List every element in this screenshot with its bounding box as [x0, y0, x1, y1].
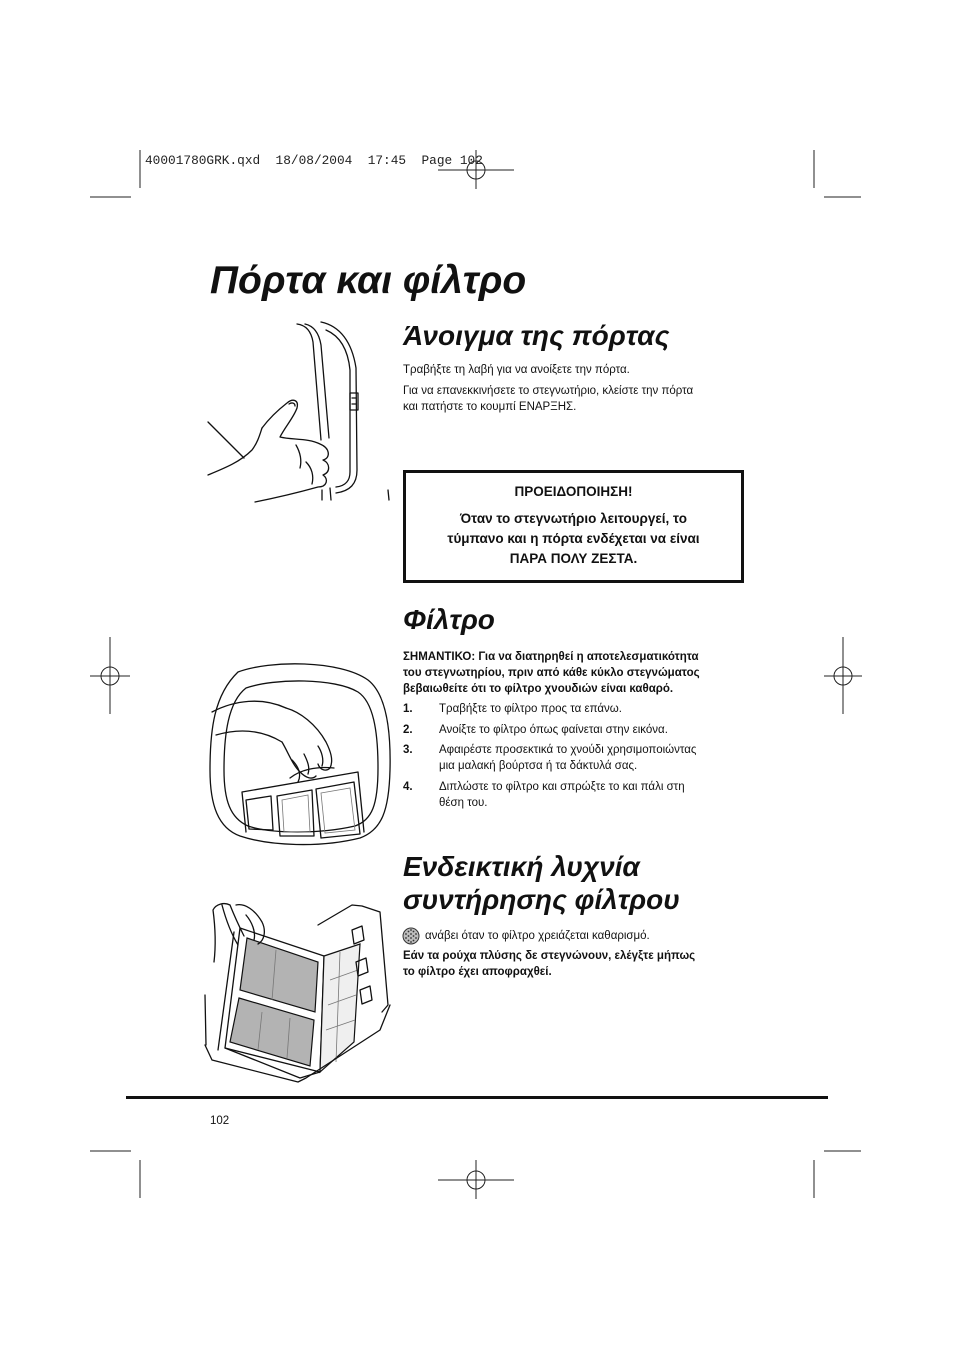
- icon-dot: [408, 935, 410, 937]
- warning-text: [406, 509, 741, 569]
- step-line: μια μαλακή βούρτσα ή τα δάκτυλά σας.: [439, 760, 638, 772]
- forearm-outline: [208, 428, 262, 475]
- warning-line: τύμπανο και η πόρτα ενδέχεται να είναι: [447, 531, 700, 546]
- indicator-note-line: το φίλτρο έχει αποφραχθεί.: [403, 966, 552, 978]
- registration-mark-bottom: [438, 1160, 514, 1199]
- filter-panel: [246, 796, 273, 830]
- filter-open-illustration: [200, 880, 395, 1085]
- icon-dot: [405, 933, 407, 935]
- door-restart-line: και πατήστε το κουμπί ΕΝΑΡΞΗΣ.: [403, 401, 577, 413]
- crop-mark-bottom-right: [814, 1151, 861, 1198]
- icon-dot: [410, 933, 412, 935]
- indicator-heading: [403, 850, 680, 916]
- edge-tick: [388, 490, 389, 500]
- crop-mark-top-left: [90, 150, 140, 197]
- warning-box: [403, 470, 744, 583]
- print-slug: 40001780GRK.qxd 18/08/2004 17:45 Page 102: [145, 153, 483, 168]
- sleeve-line: [208, 422, 244, 458]
- page-title: Πόρτα και φίλτρο: [210, 259, 527, 302]
- step-text: [439, 779, 685, 811]
- filter-removal-illustration: [200, 640, 395, 850]
- step-line: θέση του.: [439, 797, 488, 809]
- step-number: 2.: [403, 724, 413, 736]
- indicator-text: ανάβει όταν το φίλτρο χρειάζεται καθαρισμό.: [425, 930, 650, 942]
- door-latch-detail: [352, 398, 356, 404]
- important-line: ΣΗΜΑΝΤΙΚΟ: Για να διατηρηθεί η αποτελεσματικότητα: [403, 651, 699, 663]
- warning-line: ΠΑΡΑ ΠΟΛΥ ΖΕΣΤΑ.: [509, 551, 638, 566]
- icon-dot: [413, 931, 415, 933]
- step-text: [439, 701, 622, 717]
- page-number: 102: [210, 1115, 230, 1127]
- door-edge-outer: [297, 324, 321, 440]
- right-hand: [236, 905, 264, 944]
- step-line: Τραβήξτε το φίλτρο προς τα επάνω.: [439, 703, 622, 715]
- icon-dot: [413, 935, 415, 937]
- dryer-side-inner: [326, 330, 350, 487]
- step-number: 1.: [403, 703, 413, 715]
- filter-step: [403, 779, 803, 813]
- finger-crease: [296, 445, 313, 484]
- door-heading: Άνοιγμα της πόρτας: [403, 320, 670, 351]
- door-instruction: Τραβήξτε τη λαβή για να ανοίξετε την πόρτα.: [403, 364, 630, 376]
- icon-dot: [408, 931, 410, 933]
- indicator-heading-line: Ενδεικτική λυχνία: [403, 851, 640, 882]
- door-restart-text: [403, 383, 693, 415]
- icon-dot: [410, 937, 412, 939]
- step-line: Αφαιρέστε προσεκτικά το χνούδι χρησιμοποιώντας: [439, 744, 697, 756]
- filter-panel-inner: [321, 788, 355, 833]
- door-restart-line: Για να επανεκκινήσετε το στεγνωτήριο, κλείστε την πόρτα: [403, 385, 694, 397]
- important-line: του στεγνωτηρίου, πριν από κάθε κύκλο στεγνώματος: [403, 667, 700, 679]
- icon-dot: [410, 941, 412, 943]
- filter-mesh-right: [320, 944, 360, 1072]
- door-opening-illustration: [200, 318, 395, 508]
- filter-heading: Φίλτρο: [403, 604, 495, 635]
- warning-line: Όταν το στεγνωτήριο λειτουργεί, το: [460, 511, 687, 526]
- step-number: 3.: [403, 744, 413, 756]
- indicator-note: [403, 948, 695, 980]
- filter-important-note: [403, 649, 700, 697]
- icon-dot: [413, 940, 415, 942]
- registration-mark-left: [90, 637, 130, 714]
- icon-dot: [405, 937, 407, 939]
- icon-dot: [410, 929, 412, 931]
- filter-indicator-icon: [402, 927, 420, 945]
- icon-dot: [415, 937, 417, 939]
- crop-mark-top-right: [814, 150, 861, 197]
- door-edge-inner: [305, 324, 329, 438]
- filter-panel-inner: [282, 795, 310, 832]
- step-line: Ανοίξτε το φίλτρο όπως φαίνεται στην εικόνα.: [439, 724, 668, 736]
- thumbnail: [289, 403, 295, 406]
- crop-mark-bottom-left: [90, 1151, 140, 1198]
- step-line: Διπλώστε το φίλτρο και σπρώξτε το και πάλι στη: [439, 781, 685, 793]
- indicator-heading-line: συντήρησης φίλτρου: [403, 884, 680, 915]
- footer-rule: [126, 1096, 828, 1099]
- filter-step: [403, 742, 803, 776]
- indicator-note-line: Εάν τα ρούχα πλύσης δε στεγνώνουν, ελέγξτε μήπως: [403, 950, 696, 962]
- sleeve-outline: [212, 701, 286, 742]
- icon-dot: [408, 940, 410, 942]
- registration-mark-right: [824, 637, 862, 714]
- step-text: [439, 742, 696, 774]
- filter-mesh-upper: [240, 938, 318, 1012]
- door-edge-lower: [322, 488, 331, 500]
- hand-outline: [255, 400, 329, 502]
- warning-title: ΠΡΟΕΙΔΟΠΟΙΗΣΗ!: [514, 484, 633, 499]
- step-text: [439, 722, 668, 738]
- important-line: βεβαιωθείτε ότι το φίλτρο χνουδιών είναι καθαρό.: [403, 683, 674, 695]
- filter-top-edge: [242, 772, 364, 832]
- icon-dot: [415, 933, 417, 935]
- step-number: 4.: [403, 781, 413, 793]
